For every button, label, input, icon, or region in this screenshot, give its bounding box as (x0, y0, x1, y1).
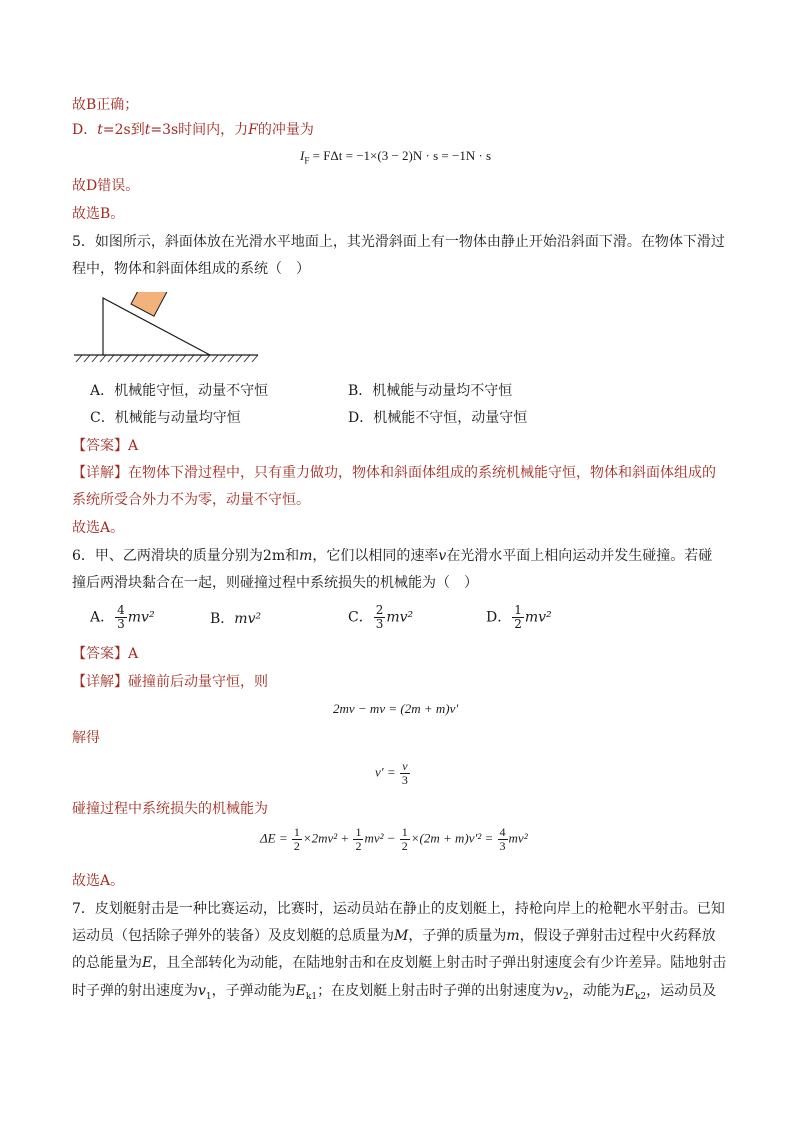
q5-choose: 故选A。 (72, 520, 125, 536)
q5-option-d: D．机械能不守恒，动量守恒 (348, 410, 528, 426)
option-d-analysis-line: D．t=2s到t=3s时间内，力F的冲量为 (72, 122, 314, 138)
q6-answer: 【答案】A (72, 646, 139, 662)
q5-option-c: C．机械能与动量均守恒 (90, 410, 241, 426)
fraction: $\frac{1}{2}$ (293, 825, 300, 853)
energy-loss-equation: ΔE = $\frac{1}{2}$ ×2mv² + $\frac{1}{2}$ mv² − $\frac{1}{2}$ ×(2m + m)v′² = $\frac{4}{3}$ mv² (260, 825, 528, 853)
ground-line (74, 355, 258, 362)
q7-line-4: 时子弹的射出速度为$v_1$，子弹动能为$E_{k1}$；在皮划艇上射击时子弹的出射速度为$v_2$，动能为$E_{k2}$，运动员及 (72, 983, 717, 1002)
q6-stem-line-1: 6．甲、乙两滑块的质量分别为2m和m，它们以相同的速率v在光滑水平面上相向运动并发生碰撞。若碰 (72, 548, 713, 564)
q5-option-b: B．机械能与动量均不守恒 (348, 383, 513, 399)
q6-choose: 故选A。 (72, 873, 125, 889)
sliding-block (131, 292, 167, 316)
fraction: $\frac{1}{2}$ (355, 825, 362, 853)
fraction: $\frac{2}{3}$ (375, 603, 384, 631)
q6-option-b: B．mv² (210, 611, 262, 627)
q5-detail-line-1: 【详解】在物体下滑过程中，只有重力做功，物体和斜面体组成的系统机械能守恒，物体和斜面体组成的 (72, 465, 716, 481)
q7-line-3: 的总能量为E，且全部转化为动能，在陆地射击和在皮划艇上射击时子弹出射速度会有少许差异。陆地射击 (72, 955, 727, 971)
loss-text-line: 碰撞过程中系统损失的机械能为 (72, 801, 268, 817)
q7-line-1: 7．皮划艇射击是一种比赛运动，比赛时，运动员站在静止的皮划艇上，持枪向岸上的枪靶水平射击。已知 (72, 901, 725, 917)
momentum-equation: 2mv − mv = (2m + m)v′ (333, 701, 459, 716)
fraction: $\frac{4}{3}$ (117, 603, 125, 631)
fraction: $\frac{1}{2}$ (401, 825, 408, 853)
fraction: $\frac{1}{2}$ (514, 603, 522, 631)
q7-line-2: 运动员（包括除子弹外的装备）及皮划艇的总质量为M，子弹的质量为m，假设子弹射击过程中火药释放 (72, 928, 716, 944)
q5-stem-line-1: 5．如图所示，斜面体放在光滑水平地面上，其光滑斜面上有一物体由静止开始沿斜面下滑。在物体下滑过 (72, 234, 725, 250)
q6-option-a: A． $\frac{4}{3}$ mv² (90, 603, 155, 631)
q6-stem-line-2: 撞后两滑块黏合在一起，则碰撞过程中系统损失的机械能为（ ） (72, 575, 478, 591)
q5-option-a: A．机械能守恒，动量不守恒 (90, 383, 269, 399)
q6-detail-line: 【详解】碰撞前后动量守恒，则 (72, 674, 268, 690)
solve-line: 解得 (72, 730, 100, 746)
b-correct-line: 故B正确； (72, 97, 139, 113)
q6-option-c: C． $\frac{2}{3}$ mv² (348, 603, 414, 631)
velocity-equation: v′ = $\frac{v}{3}$ (375, 759, 408, 787)
fraction: $\frac{v}{3}$ (401, 759, 408, 787)
incline-diagram (72, 292, 262, 364)
choose-b-line: 故选B。 (72, 206, 125, 222)
fraction: $\frac{4}{3}$ (499, 825, 506, 853)
q5-answer: 【答案】A (72, 438, 139, 454)
q5-detail-line-2: 系统所受合外力不为零，动量不守恒。 (72, 492, 310, 508)
q6-option-d: D． $\frac{1}{2}$ mv² (486, 603, 552, 631)
q5-stem-line-2: 程中，物体和斜面体组成的系统（ ） (72, 261, 310, 277)
impulse-equation: $I_F = F\Delta t = -1\times(3 - 2)N \cdot s = -1N \cdot s$ (300, 148, 492, 166)
d-wrong-line: 故D错误。 (72, 178, 140, 194)
